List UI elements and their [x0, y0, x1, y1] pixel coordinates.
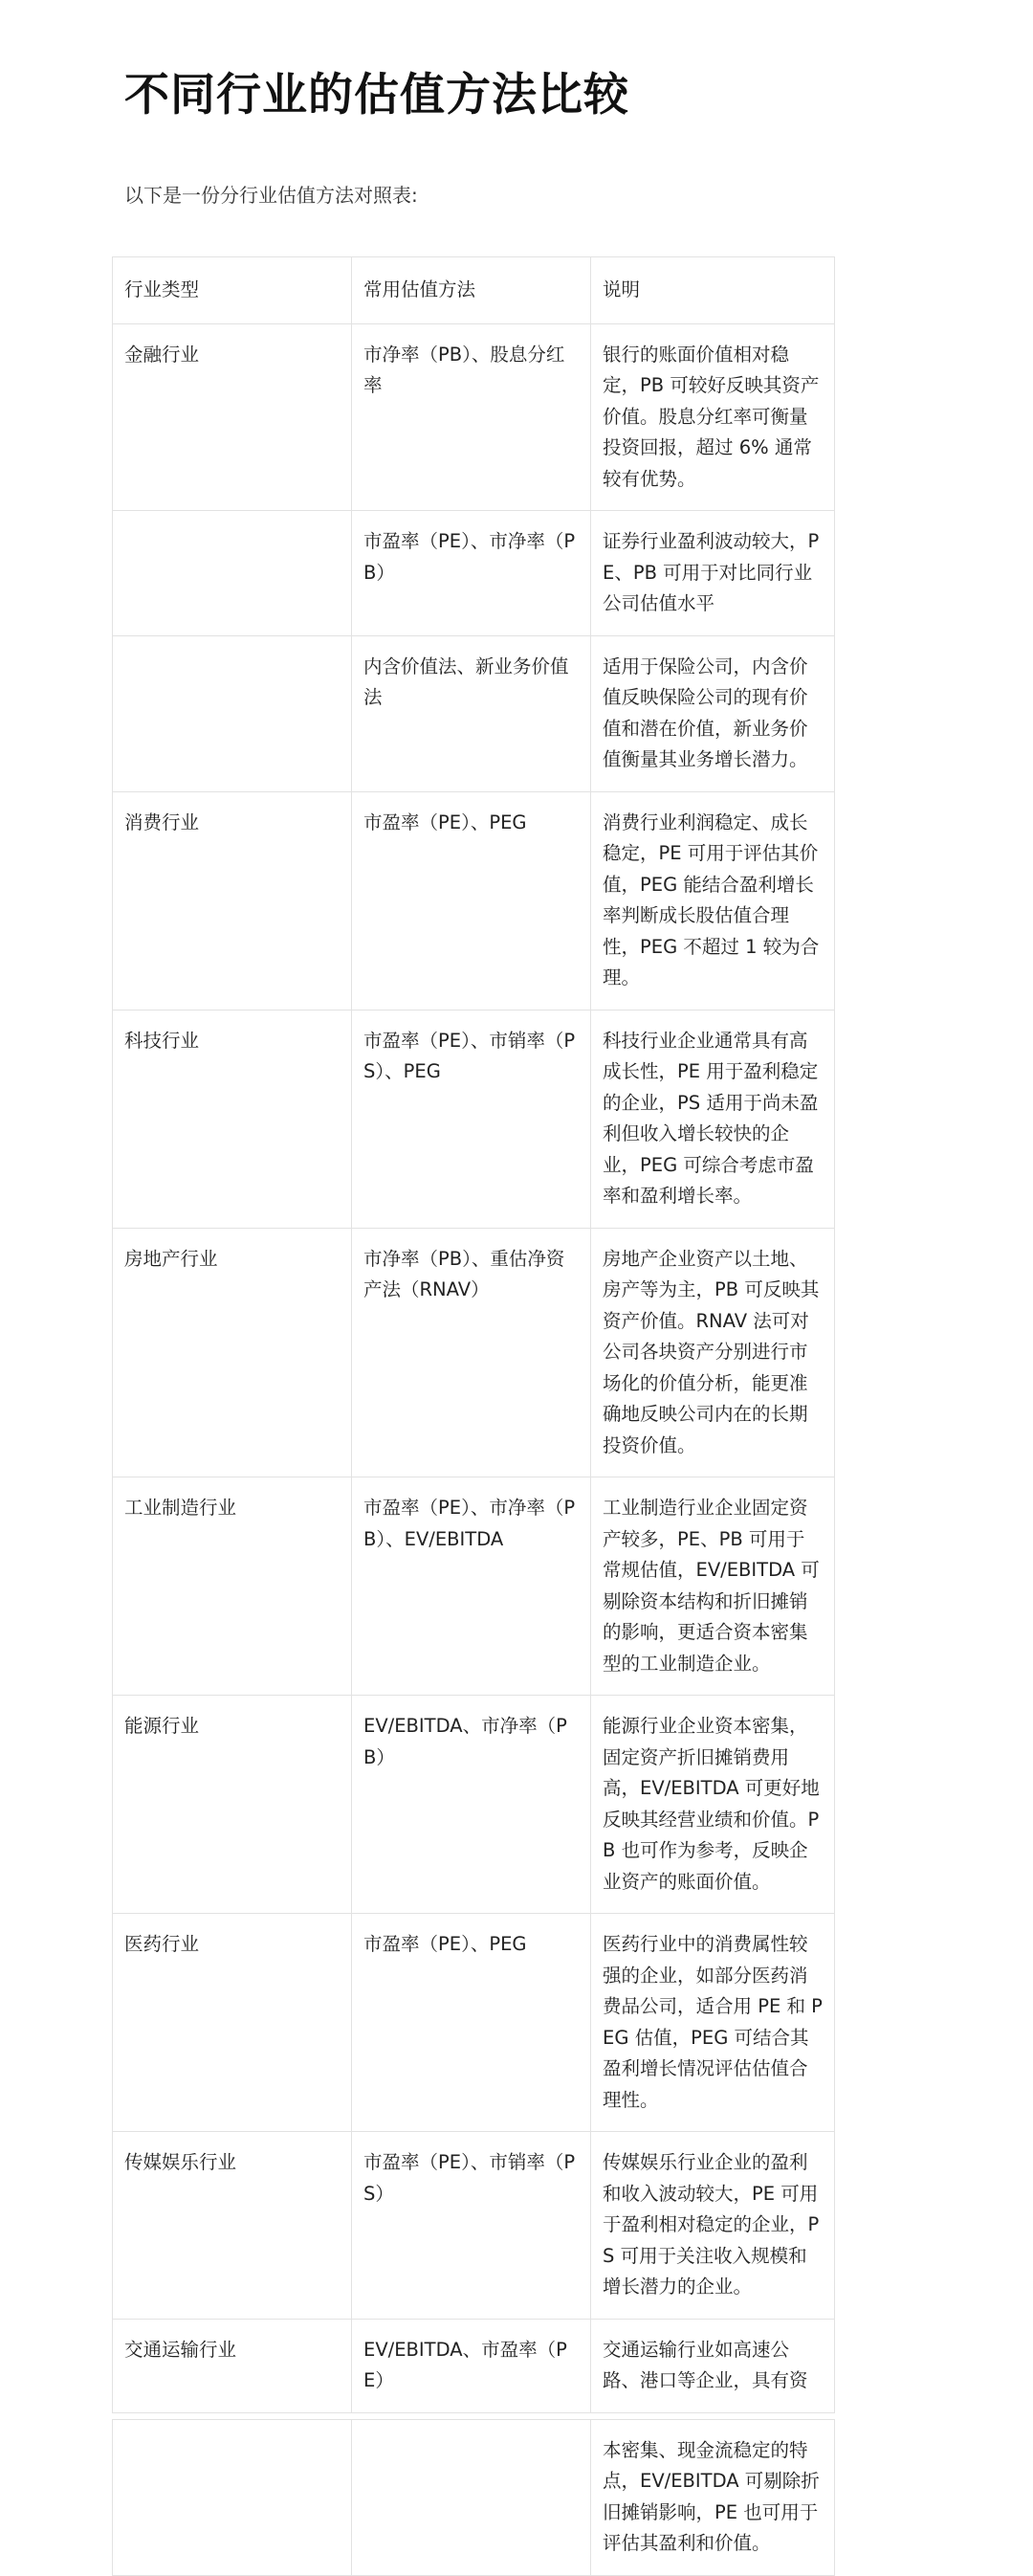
- cell-method: 市盈率（PE）、PEG: [352, 1914, 591, 2132]
- header-method: 常用估值方法: [352, 257, 591, 324]
- cell-industry: 房地产行业: [113, 1228, 352, 1477]
- table-row: [113, 791, 835, 1010]
- cell-method: 市盈率（PE）、市销率（PS）: [352, 2132, 591, 2320]
- cell-note: 能源行业企业资本密集，固定资产折旧摊销费用高，EV/EBITDA 可更好地反映其经营业绩和价值。PB 也可作为参考，反映企业资产的账面价值。: [591, 1696, 835, 1914]
- valuation-table: [112, 256, 835, 2413]
- cell-note: 工业制造行业企业固定资产较多，PE、PB 可用于常规估值，EV/EBITDA 可剔除资本结构和折旧摊销的影响，更适合资本密集型的工业制造企业。: [591, 1477, 835, 1696]
- cell-note: 交通运输行业如高速公路、港口等企业，具有资: [591, 2319, 835, 2412]
- table-row: [113, 511, 835, 636]
- valuation-table-continued: [112, 2419, 835, 2576]
- header-note: 说明: [591, 257, 835, 324]
- page-title: 不同行业的估值方法比较: [124, 69, 629, 122]
- cell-note: 银行的账面价值相对稳定，PB 可较好反映其资产价值。股息分红率可衡量投资回报，超过 6% 通常较有优势。: [591, 323, 835, 511]
- table-row: [113, 1010, 835, 1228]
- cell-industry: 交通运输行业: [113, 2319, 352, 2412]
- cell-industry: [113, 511, 352, 636]
- cell-method: 市盈率（PE）、市净率（PB）、EV/EBITDA: [352, 1477, 591, 1696]
- cell-method: 市盈率（PE）、市销率（PS）、PEG: [352, 1010, 591, 1228]
- table-row: [113, 1477, 835, 1696]
- cell-note: 本密集、现金流稳定的特点，EV/EBITDA 可剔除折旧摊销影响，PE 也可用于评估其盈利和价值。: [591, 2419, 835, 2575]
- cell-method: 市盈率（PE）、PEG: [352, 791, 591, 1010]
- cell-industry: 科技行业: [113, 1010, 352, 1228]
- cell-industry: 消费行业: [113, 791, 352, 1010]
- header-industry: 行业类型: [113, 257, 352, 324]
- table-row: [113, 1696, 835, 1914]
- table-row: [113, 635, 835, 791]
- cell-note: 科技行业企业通常具有高成长性，PE 用于盈利稳定的企业，PS 适用于尚未盈利但收入增长较快的企业，PEG 可综合考虑市盈率和盈利增长率。: [591, 1010, 835, 1228]
- table-row: [113, 323, 835, 511]
- cell-method: [352, 2419, 591, 2575]
- cell-industry: 能源行业: [113, 1696, 352, 1914]
- cell-method: 内含价值法、新业务价值法: [352, 635, 591, 791]
- table-row: [113, 2319, 835, 2412]
- cell-industry: [113, 2419, 352, 2575]
- cell-method: EV/EBITDA、市净率（PB）: [352, 1696, 591, 1914]
- cell-industry: [113, 635, 352, 791]
- cell-industry: 金融行业: [113, 323, 352, 511]
- cell-note: 医药行业中的消费属性较强的企业，如部分医药消费品公司，适合用 PE 和 PEG 估值，PEG 可结合其盈利增长情况评估估值合理性。: [591, 1914, 835, 2132]
- valuation-table-container: [112, 256, 836, 2576]
- cell-method: 市净率（PB）、股息分红率: [352, 323, 591, 511]
- cell-method: 市盈率（PE）、市净率（PB）: [352, 511, 591, 636]
- table-row-continued: [113, 2419, 835, 2575]
- cell-industry: 医药行业: [113, 1914, 352, 2132]
- table-row: [113, 1914, 835, 2132]
- cell-method: EV/EBITDA、市盈率（PE）: [352, 2319, 591, 2412]
- intro-text: 以下是一份分行业估值方法对照表:: [124, 184, 418, 207]
- cell-industry: 传媒娱乐行业: [113, 2132, 352, 2320]
- cell-note: 传媒娱乐行业企业的盈利和收入波动较大，PE 可用于盈利相对稳定的企业，PS 可用于关注收入规模和增长潜力的企业。: [591, 2132, 835, 2320]
- cell-industry: 工业制造行业: [113, 1477, 352, 1696]
- table-header-row: [113, 257, 835, 324]
- table-row: [113, 2132, 835, 2320]
- cell-note: 证券行业盈利波动较大，PE、PB 可用于对比同行业公司估值水平: [591, 511, 835, 636]
- cell-note: 适用于保险公司，内含价值反映保险公司的现有价值和潜在价值，新业务价值衡量其业务增长潜力。: [591, 635, 835, 791]
- cell-method: 市净率（PB）、重估净资产法（RNAV）: [352, 1228, 591, 1477]
- cell-note: 房地产企业资产以土地、房产等为主，PB 可反映其资产价值。RNAV 法可对公司各块资产分别进行市场化的价值分析，能更准确地反映公司内在的长期投资价值。: [591, 1228, 835, 1477]
- cell-note: 消费行业利润稳定、成长稳定，PE 可用于评估其价值，PEG 能结合盈利增长率判断成长股估值合理性，PEG 不超过 1 较为合理。: [591, 791, 835, 1010]
- table-row: [113, 1228, 835, 1477]
